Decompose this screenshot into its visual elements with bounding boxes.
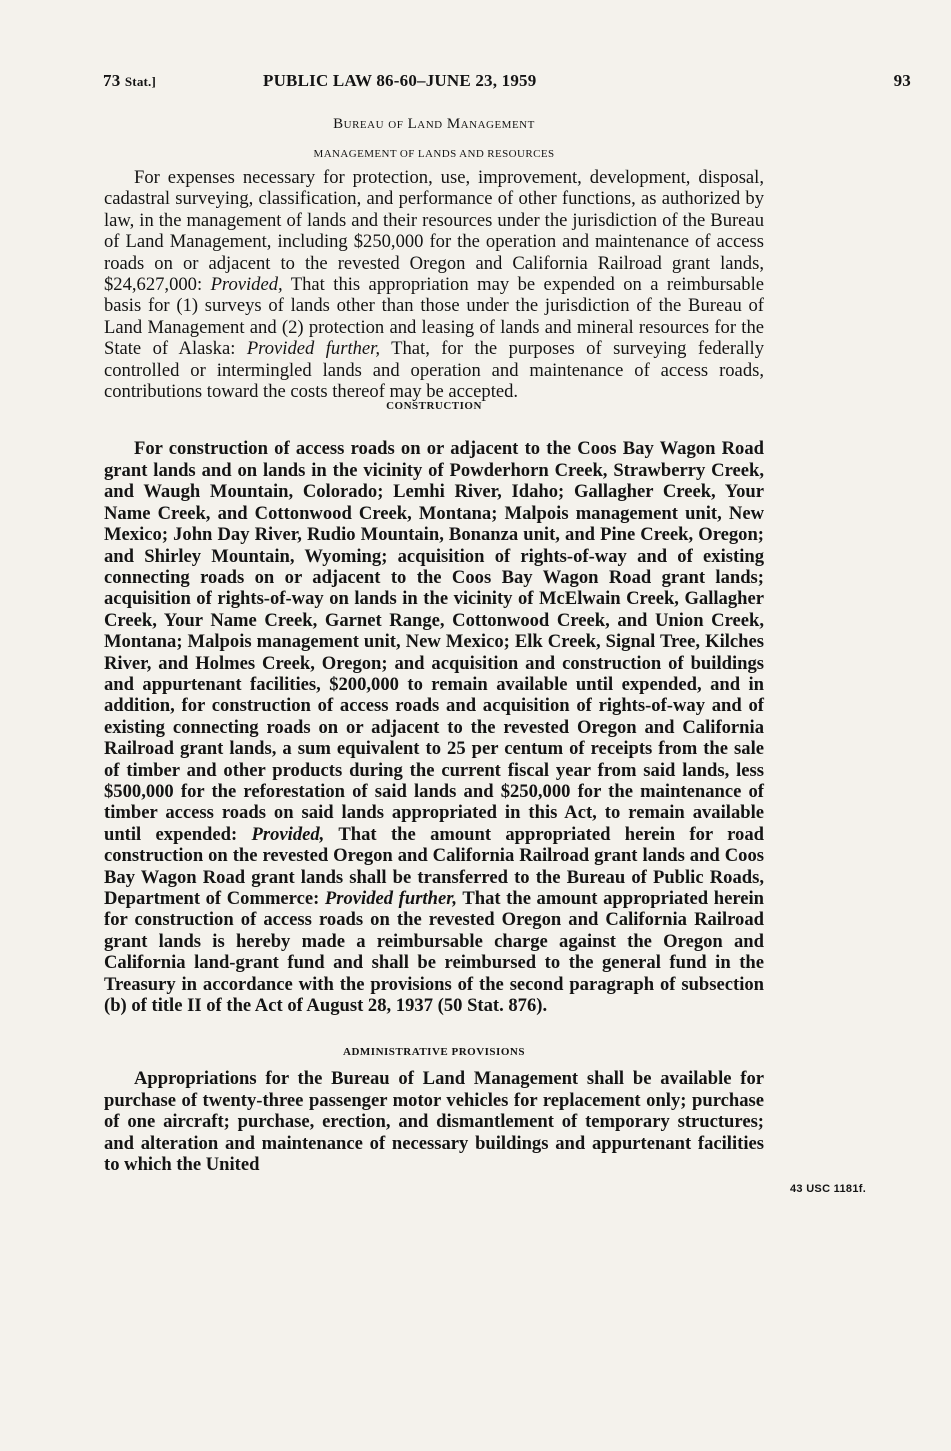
running-head (103, 71, 911, 95)
statute-abbrev: Stat.] (124, 74, 157, 89)
page-number: 93 (893, 71, 911, 90)
construction-text-3: That the amount appropriated herein for construction of access roads on the revested Oregon and California Railroad grant lands is hereby made a reimbursable charge against the Oregon and California land-grant fund and shall be reimbursed to the general fund in the Treasury in accordance with the provisions of the second paragraph of subsection (b) of title II of the Act of August 28, 1937 (50 Stat. 876). (104, 888, 765, 1017)
management-heading: MANAGEMENT OF LANDS AND RESOURCES (313, 148, 555, 160)
statute-volume: 73 (103, 71, 121, 90)
margin-citation: 43 USC 1181f. (790, 1183, 867, 1195)
construction-heading: CONSTRUCTION (386, 400, 482, 413)
law-title: PUBLIC LAW 86-60–JUNE 23, 1959 (263, 71, 537, 90)
construction-provided-further: Provided further, (324, 888, 458, 909)
bureau-heading: Bureau of Land Management (333, 116, 535, 132)
construction-paragraph (104, 438, 764, 1016)
management-paragraph (104, 167, 764, 402)
management-text-3: That, for the purposes of surveying federally controlled or intermingled lands and operation and maintenance of access roads, contributions toward the costs thereof may be accepted. (104, 338, 764, 403)
management-text-1: For expenses necessary for protection, use, improvement, development, disposal, cadastral surveying, classification, and performance of other functions, as authorized by law, in the management of lands and their resources under the jurisdiction of the Bureau of Land Management, including $250,000 for the operation and maintenance of access roads on or adjacent to the revested Oregon and California Railroad grant lands, $24,627,000: (104, 167, 764, 296)
management-provided-further: Provided further, (246, 338, 380, 360)
construction-text-2: That the amount appropriated herein for road construction on the revested Oregon and California Railroad grant lands and Coos Bay Wagon Road grant lands shall be transferred to the Bureau of Public Roads, Department of Commerce: (104, 823, 764, 909)
management-text-2: That this appropriation may be expended on a reimbursable basis for (1) surveys of lands other than those under the jurisdiction of the Bureau of Land Management and (2) protection and leasing of lands and mineral resources for the State of Alaska: (104, 274, 764, 360)
administrative-heading: ADMINISTRATIVE PROVISIONS (343, 1046, 525, 1059)
administrative-paragraph: Appropriations for the Bureau of Land Management shall be available for purchase of twenty-three passenger motor vehicles for replacement only; purchase of one aircraft; purchase, erection, and dismantlement of temporary structures; and alteration and maintenance of necessary buildings and appurtenant facilities to which the United (104, 1068, 764, 1176)
statute-reference (103, 71, 156, 91)
management-provided: Provided, (210, 274, 283, 296)
construction-text-1: For construction of access roads on or adjacent to the Coos Bay Wagon Road grant lands and on lands in the vicinity of Powderhorn Creek, Strawberry Creek, and Waugh Mountain, Colorado; Lemhi River, Idaho; Gallagher Creek, Your Name Creek, and Cottonwood Creek, Montana; Malpois management unit, New Mexico; John Day River, Rudio Mountain, Bonanza unit, and Pine Creek, Oregon; and Shirley Mountain, Wyoming; acquisition of rights-of-way and of existing connecting roads on or adjacent to the Coos Bay Wagon Road grant lands; acquisition of rights-of-way on lands in the vicinity of McElwain Creek, Gallagher Creek, Your Name Creek, Garnet Range, Cottonwood Creek, and Union Creek, Montana; Malpois management unit, New Mexico; Elk Creek, Signal Tree, Kilches River, and Holmes Creek, Oregon; and acquisition and construction of buildings and appurtenant facilities, $200,000 to remain available until expended, and in addition, for construction of access roads and acquisition of rights-of-way and of existing connecting roads on or adjacent to the revested Oregon and California Railroad grant lands, a sum equivalent to 25 per centum of receipts from the sale of timber and other products during the current fiscal year from said lands, less $500,000 for the reforestation of said lands and $250,000 for the maintenance of timber access roads on said lands appropriated in this Act, to remain available until expended: (104, 438, 764, 845)
body-column (104, 116, 764, 1175)
construction-provided: Provided, (251, 823, 325, 845)
